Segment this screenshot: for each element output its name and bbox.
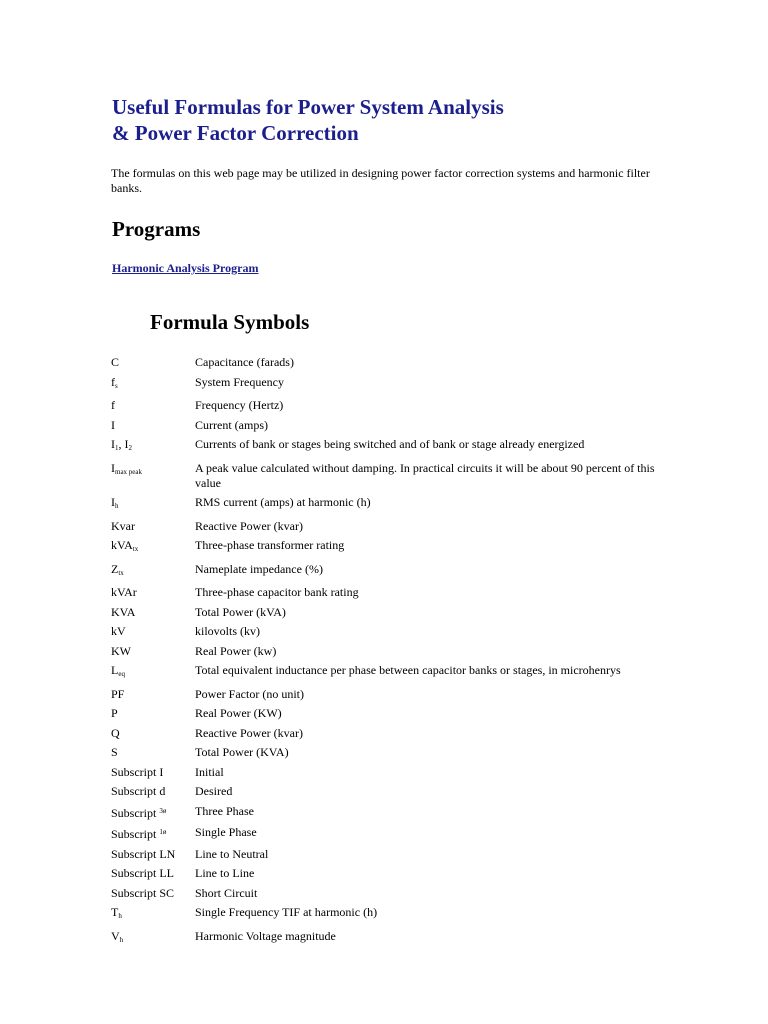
symbol-description: Total equivalent inductance per phase between capacitor banks or stages, in microhenrys [195, 663, 621, 677]
symbol-cell [111, 585, 195, 600]
symbol-row [111, 726, 671, 741]
symbol-row [111, 624, 671, 639]
symbol-description: Line to Neutral [195, 846, 269, 861]
symbol-cell [111, 784, 195, 799]
symbol-cell [111, 706, 195, 721]
symbol-text: Kvar [111, 518, 135, 533]
symbol-description: Three-phase capacitor bank rating [195, 585, 359, 599]
symbol-row [111, 562, 671, 581]
symbol-description: Reactive Power (kvar) [195, 518, 303, 533]
symbol-description: Capacitance (farads) [195, 355, 294, 369]
symbol-cell [111, 398, 195, 413]
harmonic-analysis-program-link[interactable]: Harmonic Analysis Program [112, 261, 259, 275]
symbol-description: Current (amps) [195, 417, 268, 432]
symbol-description: RMS current (amps) at harmonic (h) [195, 495, 371, 509]
symbol-subscript: h [115, 502, 119, 510]
symbol-text: Subscript [111, 805, 160, 820]
symbol-row [111, 804, 671, 821]
symbol-description: Nameplate impedance (%) [195, 561, 323, 576]
symbol-subscript: tx [132, 545, 139, 553]
symbol-cell [111, 929, 195, 948]
programs-heading: Programs [112, 217, 201, 241]
symbol-description: kilovolts (kv) [195, 624, 260, 638]
symbol-subscript: max peak [115, 467, 143, 476]
symbol-row [111, 745, 671, 760]
symbol-text: , I [118, 437, 129, 451]
symbol-description: Currents of bank or stages being switched and of bank or stage already energized [195, 437, 585, 451]
symbol-text: L [111, 663, 119, 677]
symbol-row [111, 418, 671, 433]
symbol-subscript: tx [118, 568, 124, 577]
symbol-text: I [111, 417, 115, 432]
symbol-row [111, 495, 671, 514]
symbol-text: Subscript SC [111, 885, 175, 900]
symbol-text: f [111, 398, 115, 412]
symbol-cell [111, 663, 195, 682]
symbol-cell [111, 866, 195, 881]
symbol-description: Three-phase transformer rating [195, 538, 345, 552]
symbol-text: Subscript LN [111, 846, 176, 861]
symbol-text: I [111, 460, 115, 475]
symbol-cell [111, 765, 195, 780]
symbol-cell [111, 562, 195, 581]
symbol-text: Subscript d [111, 784, 166, 798]
symbol-row [111, 847, 671, 862]
symbol-text: C [111, 355, 120, 369]
symbol-cell [111, 538, 195, 557]
symbol-text: Subscript LL [111, 866, 174, 880]
symbol-superscript: 3ø [159, 806, 167, 815]
symbol-row [111, 519, 671, 534]
symbol-text: Z [111, 561, 119, 576]
symbol-text: S [111, 745, 118, 759]
symbol-cell [111, 495, 195, 514]
symbol-row [111, 437, 671, 456]
symbol-subscript: h [119, 935, 124, 944]
symbol-text: PF [111, 686, 125, 701]
symbol-cell [111, 437, 195, 456]
symbol-row [111, 687, 671, 702]
symbol-row [111, 538, 671, 557]
symbol-cell [111, 375, 195, 394]
symbol-row [111, 355, 671, 370]
symbol-description: Total Power (KVA) [195, 745, 289, 759]
symbol-row [111, 765, 671, 780]
symbol-cell [111, 624, 195, 639]
symbol-text: T [111, 905, 119, 919]
intro-paragraph: The formulas on this web page may be utilized in designing power factor correction systems and harmonic filter banks. [111, 166, 650, 195]
symbol-text: Subscript I [111, 764, 164, 779]
symbol-row [111, 929, 671, 948]
symbol-row [111, 706, 671, 721]
symbol-subscript: h [118, 912, 122, 920]
symbol-text: f [111, 374, 115, 389]
symbol-description: Three Phase [195, 803, 254, 818]
symbol-cell [111, 461, 195, 491]
symbol-text: Q [111, 725, 120, 740]
symbol-row [111, 886, 671, 901]
symbol-text: kVA [111, 538, 133, 552]
symbol-cell [111, 726, 195, 741]
symbol-cell [111, 745, 195, 760]
page-title-line1: Useful Formulas for Power System Analysis [112, 95, 504, 119]
symbol-subscript: 1 [115, 444, 119, 452]
symbol-subscript: s [115, 381, 118, 390]
symbol-row [111, 398, 671, 413]
symbol-description: Frequency (Hertz) [195, 398, 284, 412]
symbol-text: KW [111, 643, 131, 658]
symbol-cell [111, 418, 195, 433]
symbol-description: Short Circuit [195, 885, 258, 900]
symbol-text: kVAr [111, 585, 137, 599]
symbol-cell [111, 519, 195, 534]
symbol-description: Real Power (kw) [195, 643, 277, 658]
symbol-description: Line to Line [195, 866, 255, 880]
symbol-superscript: 1ø [159, 828, 167, 836]
symbol-row [111, 461, 671, 491]
symbol-cell [111, 847, 195, 862]
symbol-row [111, 825, 671, 842]
symbol-description: System Frequency [195, 374, 284, 389]
page-title-line2: & Power Factor Correction [112, 121, 359, 145]
symbol-text: V [111, 928, 120, 943]
symbol-cell [111, 886, 195, 901]
symbol-row [111, 644, 671, 659]
symbol-cell [111, 825, 195, 842]
symbol-description: Single Phase [195, 825, 257, 839]
symbol-cell [111, 605, 195, 620]
symbol-description: A peak value calculated without damping. In practical circuits it will be about 90 percent of this value [195, 460, 655, 490]
symbol-cell [111, 804, 195, 821]
symbol-text: Subscript [111, 827, 160, 841]
symbol-cell [111, 905, 195, 924]
symbol-row [111, 784, 671, 799]
symbol-cell [111, 687, 195, 702]
symbol-subscript: 2 [128, 444, 132, 452]
symbol-description: Total Power (kVA) [195, 604, 286, 619]
symbol-row [111, 866, 671, 881]
symbol-description: Single Frequency TIF at harmonic (h) [195, 905, 378, 919]
symbol-description: Reactive Power (kvar) [195, 725, 303, 740]
symbol-row [111, 605, 671, 620]
formula-symbols-table [111, 355, 671, 952]
symbol-row [111, 585, 671, 600]
page-title [112, 94, 504, 146]
symbol-description: Real Power (KW) [195, 706, 282, 720]
symbol-cell [111, 355, 195, 370]
formula-symbols-heading: Formula Symbols [150, 310, 310, 334]
symbol-description: Initial [195, 764, 224, 779]
symbol-subscript: eq [118, 670, 125, 678]
symbol-description: Power Factor (no unit) [195, 686, 304, 701]
symbol-text: KVA [111, 604, 136, 619]
symbol-row [111, 663, 671, 682]
symbol-cell [111, 644, 195, 659]
symbol-text: P [111, 706, 118, 720]
symbol-description: Desired [195, 784, 233, 798]
symbol-row [111, 905, 671, 924]
symbol-description: Harmonic Voltage magnitude [195, 928, 336, 943]
symbol-text: kV [111, 624, 126, 638]
symbol-row [111, 375, 671, 394]
symbol-text: I [111, 437, 115, 451]
symbol-text: I [111, 495, 115, 509]
